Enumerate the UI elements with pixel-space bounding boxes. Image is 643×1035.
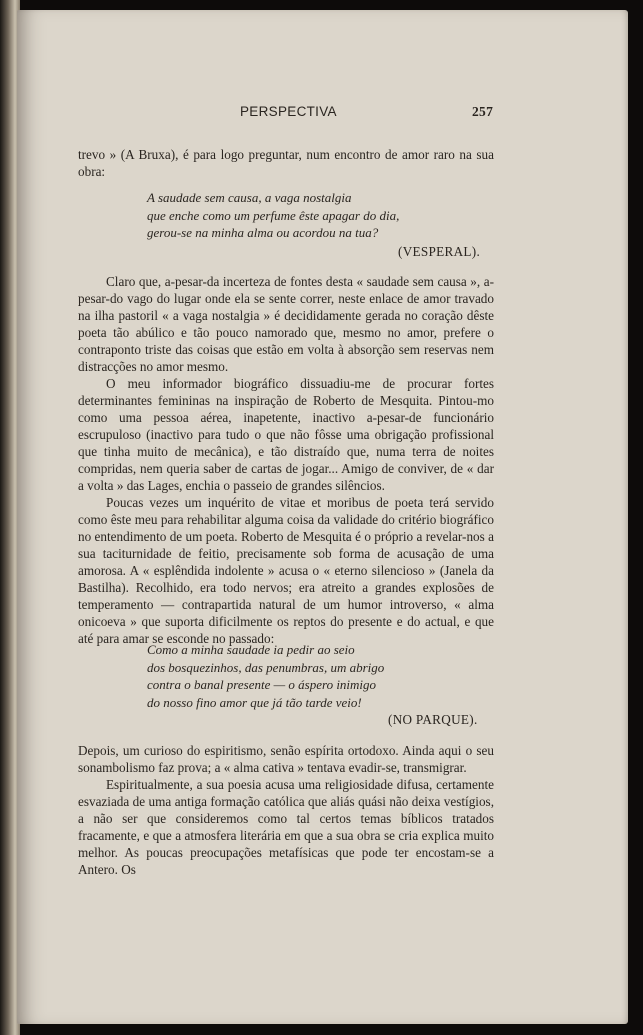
verse-attribution-1: (VESPERAL). — [398, 244, 481, 259]
paragraph: Poucas vezes um inquérito de vitae et moribus de poeta terá servido como êste meu para rehabilitar alguma coisa da validade do critério biográfico no entendimento de um poeta. Roberto de Mesquita é o próprio a revelar-nos a sua taciturnidade de feitio, precisamente sob forma de acusação de uma amorosa. A « esplêndida indolente » acusa o « eterno silencioso » (Janela da Bastilha). Recolhido, era todo nervos; era atreito a grandes explosões de temperamento — contrapartida natural de um humor introverso, « alma onicoeva » que suporta dificilmente os reptos do presente e do actual, e que até para amar se esconde no passado: — [78, 495, 494, 646]
verse-line: contra o banal presente — o áspero inimigo — [147, 677, 377, 692]
paragraph-block-1 — [78, 146, 494, 180]
paragraph: Depois, um curioso do espiritismo, senão espírita ortodoxo. Ainda aqui o seu sonambolismo faz prova; a « alma cativa » tentava evadir-se, transmigrar. — [78, 743, 494, 775]
paragraph: Claro que, a-pesar-da incerteza de fontes desta « saudade sem causa », a-pesar-do vago do lugar onde ela se sente correr, neste enlace de amor travado na ilha pastoril « a vaga nostalgia » é decididamente gerada no coração dêste poeta tão abúlico e tão pouco namorado que, mesmo no amor, prefere o contraponto triste das coisas que estão em volta à absorção sem reservas nem distracções no amor mesmo. — [78, 274, 494, 374]
verse-line: gerou-se na minha alma ou acordou na tua? — [147, 225, 379, 240]
verse-line: que enche como um perfume êste apagar do dia, — [147, 207, 400, 223]
verse-quote-2 — [147, 641, 497, 711]
paragraph-block-3 — [78, 742, 494, 878]
verse-line: A saudade sem causa, a vaga nostalgia — [147, 190, 352, 205]
paragraph: O meu informador biográfico dissuadiu-me de procurar fortes determinantes femininas na inspiração de Roberto de Mesquita. Pintou-mo como uma pessoa aérea, inapetente, inactivo a-pesar-de funcionário escrupuloso (inactivo para tudo o que não fôsse uma obrigação profissional que tinha muito de mecânica), e tão distraído que, numa terra de noites compridas, nem queria saber de cartas de jogar... Amigo de conviver, de « dar a volta » das Lages, enchia o passeio de grandes silêncios. — [78, 376, 494, 493]
page-number: 257 — [472, 104, 494, 119]
paragraph-block-2 — [78, 273, 494, 647]
paragraph: Espiritualmente, a sua poesia acusa uma religiosidade difusa, certamente esvaziada de uma antiga formação católica que aliás quási não deixa vestígios, a não ser que consideremos como tal certos temas bíblicos tratados fracamente, e que a atmosfera literária em que a sua obra se cria explica muito melhor. As poucas preocupações metafísicas que pode ter encostam-se a Antero. Os — [78, 777, 494, 877]
running-title: PERSPECTIVA — [240, 104, 337, 119]
verse-line: dos bosquezinhos, das penumbras, um abrigo — [147, 659, 385, 675]
paragraph: trevo » (A Bruxa), é para logo preguntar, num encontro de amor raro na sua obra: — [78, 147, 494, 179]
verse-line: Como a minha saudade ia pedir ao seio — [147, 642, 355, 657]
verse-line: do nosso fino amor que já tão tarde veio! — [147, 694, 362, 710]
verse-quote-1 — [147, 189, 497, 242]
page-header — [0, 104, 643, 124]
verse-attribution-2: (NO PARQUE). — [388, 712, 478, 727]
